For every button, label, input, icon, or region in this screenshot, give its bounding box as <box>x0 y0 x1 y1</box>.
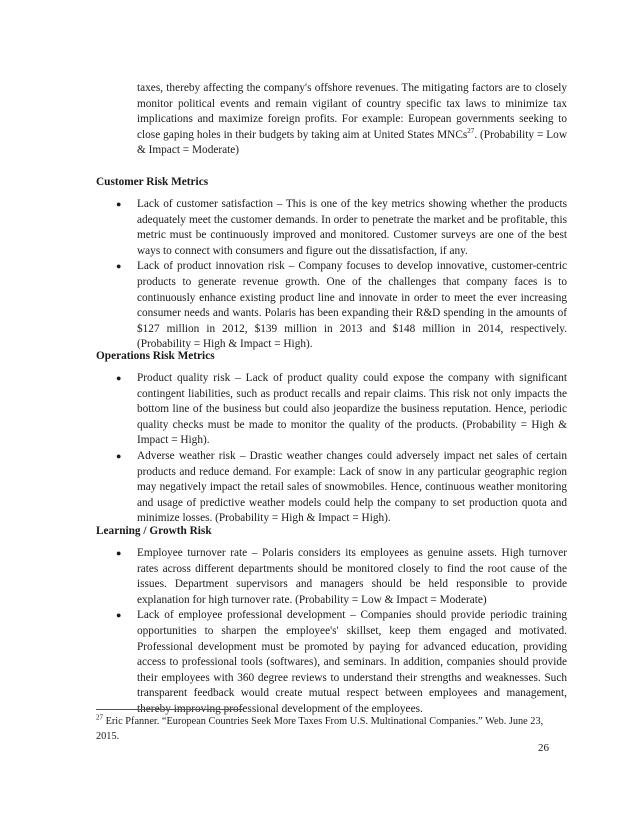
bullet-icon: ● <box>116 548 122 558</box>
list-item-text: Lack of product innovation risk – Company focuses to develop innovative, customer-centric products to generate revenue growth. One of the challenges that company faces is to continuously enhance existing product line and innovate in order to meet the ever increasing consumer needs and wants. Polaris has been expanding their R&D spending in the amounts of $127 million in 2012, $139 million in 2013 and $148 million in 2014, respectively. (Probability = High & Impact = High). <box>137 260 567 351</box>
footnote-reference: 27 <box>467 127 475 136</box>
operations-risk-list <box>96 371 567 527</box>
bullet-icon: ● <box>116 261 122 272</box>
list-item-text: Lack of customer satisfaction – This is one of the key metrics showing whether the products adequately meet the customer demands. In order to penetrate the market and be profitable, this metric must be continuously improved and monitored. Customer surveys are one of the best ways to connect with consumers and figure out the dissatisfaction, if any. <box>137 198 567 257</box>
footnote-divider <box>96 709 244 710</box>
bullet-icon: ● <box>116 610 122 621</box>
list-item-text: Employee turnover rate – Polaris considers its employees as genuine assets. High turnover rates across different departments should be monitored closely to find the root cause of the issues. Department supervisors and managers should be held responsible to provide explanation for high turnover rate. (Probability = Low & Impact = Moderate) <box>137 547 567 606</box>
list-item-text: Lack of employee professional development – Companies should provide periodic training opportunities to sharpen the employee's' skillset, keep them engaged and motivated. Professional development must be promoted by paying for advanced education, providing access to professional tools (softwares), and seminars. In addition, companies should provide their employees with 360 degree reviews to understand their strengths and weaknesses. Such transparent feedback would create mutual respect between employees and management, thereby improving professional development of the employees. <box>137 609 567 715</box>
customer-risk-list <box>96 197 567 353</box>
list-item-text: Adverse weather risk – Drastic weather changes could adversely impact net sales of certain products and reduce demand. For example: Lack of snow in any particular geographic region may negatively impact the retail sales of snowmobiles. Hence, continuous weather monitoring and usage of predictive weather models could help the company to set production quota and minimize losses. (Probability = High & Impact = High). <box>137 449 567 525</box>
list-item <box>96 259 567 353</box>
section-heading-operations: Operations Risk Metrics <box>96 350 215 362</box>
list-item <box>96 371 567 449</box>
learning-growth-list <box>96 546 567 718</box>
page-number: 26 <box>538 742 549 754</box>
section-heading-customer: Customer Risk Metrics <box>96 176 209 188</box>
bullet-icon: ● <box>116 373 122 383</box>
continuation-tail: . (Probability = Low & Impact = Moderate) <box>137 128 567 157</box>
footnote-number: 27 <box>96 713 103 722</box>
list-item <box>96 608 567 717</box>
continuation-paragraph <box>137 81 567 159</box>
section-heading-learning: Learning / Growth Risk <box>96 525 212 537</box>
bullet-icon: ● <box>116 450 122 461</box>
footnote-text: Eric Pfanner. “European Countries Seek More Taxes From U.S. Multinational Companies.” Web. June 23, 2015. <box>96 716 544 742</box>
list-item <box>96 449 567 527</box>
bullet-icon: ● <box>116 199 122 209</box>
list-item-text: Product quality risk – Lack of product quality could expose the company with significant contingent liabilities, such as product recalls and repair claims. This risk not only impacts the bottom line of the business but could also jeopardize the business reputation. Hence, periodic quality checks must be made to monitor the quality of the products. (Probability = High & Impact = High). <box>137 372 567 447</box>
continuation-text: taxes, thereby affecting the company's offshore revenues. The mitigating factors are to closely monitor political events and remain vigilant of country specific tax laws to minimize tax implications and maximize foreign profits. For example: European governments seeking to close gaping holes in their budgets by taking aim at United States MNCs <box>137 82 567 141</box>
list-item <box>96 546 567 608</box>
footnote <box>96 714 567 744</box>
list-item <box>96 197 567 259</box>
